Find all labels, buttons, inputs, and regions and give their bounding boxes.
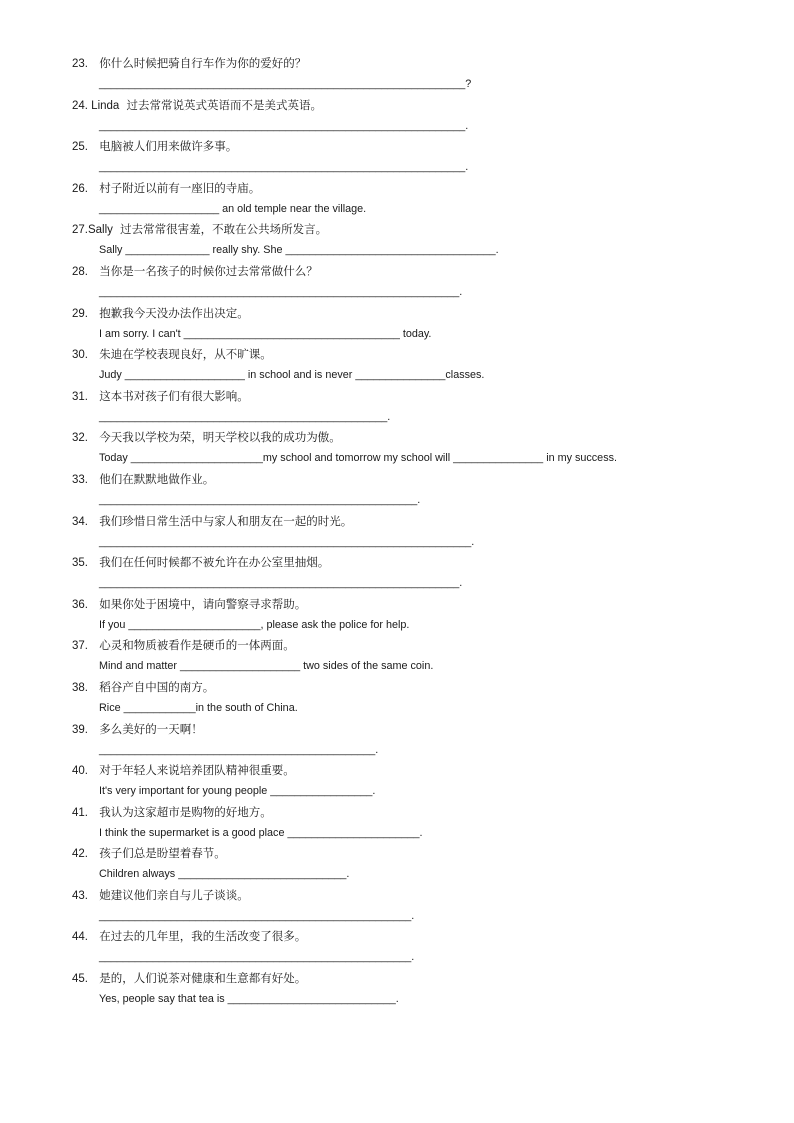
exercise-prompt: 如果你处于困境中，请向警察寻求帮助。 [99, 598, 307, 611]
answer-line[interactable]: I think the supermarket is a good place ______________________. [99, 826, 423, 839]
exercise-prompt: 朱迪在学校表现良好，从不旷课。 [99, 349, 272, 362]
exercise-number: 25. [72, 141, 88, 154]
exercise-number: 41. [72, 806, 88, 819]
exercise-item [0, 304, 794, 346]
exercise-prompt: 村子附近以前有一座旧的寺庙。 [99, 182, 261, 195]
exercise-prompt: 对于年轻人来说培养团队精神很重要。 [99, 765, 295, 778]
answer-line[interactable]: I am sorry. I can't ____________________________________ today. [99, 327, 432, 340]
exercise-prompt: 当你是一名孩子的时候你过去常常做什么？ [99, 265, 318, 278]
exercise-number: 44. [72, 931, 88, 944]
exercise-number: 34. [72, 515, 88, 528]
exercise-question [0, 345, 794, 365]
exercise-item [0, 96, 794, 138]
answer-line[interactable]: ____________________________________________________________. [99, 285, 463, 298]
exercise-prompt: 稻谷产自中国的南方。 [99, 681, 215, 694]
exercise-item [0, 761, 794, 803]
answer-line[interactable]: Judy ____________________ in school and is never _______________classes. [99, 369, 485, 382]
exercise-prompt: 他们在默默地做作业。 [99, 473, 215, 486]
exercise-number: 40. [72, 765, 88, 778]
exercise-prompt: 我认为这家超市是购物的好地方。 [99, 806, 272, 819]
exercise-number: 27.Sally [72, 224, 113, 237]
answer-line[interactable]: ____________________________________________________. [99, 909, 415, 922]
exercise-question [0, 553, 794, 573]
exercise-number: 29. [72, 307, 88, 320]
exercise-question [0, 678, 794, 698]
exercise-item [0, 844, 794, 886]
exercise-number: 39. [72, 723, 88, 736]
exercise-question [0, 512, 794, 532]
answer-line[interactable]: _____________________________________________________________? [99, 78, 472, 90]
exercise-question [0, 428, 794, 448]
exercise-question [0, 761, 794, 781]
exercise-number: 38. [72, 681, 88, 694]
answer-line[interactable]: ____________________ an old temple near the village. [99, 202, 367, 215]
exercise-prompt: 过去常常很害羞，不敢在公共场所发言。 [120, 224, 328, 237]
exercise-question [0, 720, 794, 740]
exercise-item [0, 803, 794, 845]
answer-line[interactable]: If you ______________________, please ask the police for help. [99, 618, 410, 631]
exercise-question [0, 470, 794, 490]
exercise-item [0, 969, 794, 1011]
exercise-question [0, 304, 794, 324]
exercise-prompt: 电脑被人们用来做许多事。 [99, 141, 238, 154]
exercise-question [0, 844, 794, 864]
exercise-prompt: 今天我以学校为荣，明天学校以我的成功为傲。 [99, 432, 341, 445]
exercise-question [0, 137, 794, 157]
exercise-item [0, 345, 794, 387]
exercise-item [0, 595, 794, 637]
exercise-number: 33. [72, 473, 88, 486]
exercise-prompt: 她建议他们亲自与儿子谈谈。 [99, 889, 249, 902]
exercise-item [0, 553, 794, 595]
exercise-prompt: 这本书对孩子们有很大影响。 [99, 390, 249, 403]
exercise-number: 31. [72, 390, 88, 403]
exercise-item [0, 179, 794, 221]
exercise-number: 23. [72, 58, 88, 70]
answer-line[interactable]: ________________________________________________. [99, 410, 391, 423]
answer-line[interactable]: Sally ______________ really shy. She ___________________________________. [99, 244, 499, 257]
exercise-question [0, 927, 794, 947]
answer-line[interactable]: Rice ____________in the south of China. [99, 701, 298, 714]
answer-line[interactable]: ____________________________________________________________. [99, 577, 463, 590]
exercise-question [0, 387, 794, 407]
exercise-prompt: 在过去的几年里，我的生活改变了很多。 [99, 931, 307, 944]
answer-line[interactable]: ______________________________________________. [99, 743, 379, 756]
exercise-prompt: 过去常常说英式英语而不是美式英语。 [126, 99, 323, 112]
exercise-question [0, 96, 794, 116]
exercise-item [0, 720, 794, 762]
exercise-number: 28. [72, 265, 88, 278]
exercise-prompt: 我们在任何时候都不被允许在办公室里抽烟。 [99, 557, 330, 570]
answer-line[interactable]: ______________________________________________________________. [99, 535, 475, 548]
exercise-question [0, 636, 794, 656]
answer-line[interactable]: Mind and matter ____________________ two sides of the same coin. [99, 660, 434, 673]
answer-line[interactable]: _____________________________________________________. [99, 493, 421, 506]
exercise-number: 37. [72, 640, 88, 653]
answer-line[interactable]: ____________________________________________________. [99, 951, 415, 964]
exercise-prompt: 你什么时候把骑自行车作为你的爱好的？ [99, 58, 307, 70]
answer-line[interactable]: _____________________________________________________________. [99, 119, 469, 132]
answer-line[interactable]: _____________________________________________________________. [99, 161, 469, 174]
exercise-item [0, 886, 794, 928]
exercise-item [0, 220, 794, 262]
exercise-question [0, 220, 794, 240]
exercise-question [0, 54, 794, 74]
exercise-number: 36. [72, 598, 88, 611]
exercise-question [0, 969, 794, 989]
exercise-item [0, 387, 794, 429]
exercise-item [0, 262, 794, 304]
exercise-list [0, 54, 794, 1011]
answer-line[interactable]: Yes, people say that tea is ____________________________. [99, 993, 399, 1006]
exercise-question [0, 886, 794, 906]
exercise-prompt: 心灵和物质被看作是硬币的一体两面。 [99, 640, 295, 653]
exercise-number: 32. [72, 432, 88, 445]
exercise-item [0, 512, 794, 554]
answer-line[interactable]: It's very important for young people _________________. [99, 785, 376, 798]
exercise-number: 42. [72, 848, 88, 861]
exercise-number: 24. Linda [72, 99, 120, 112]
exercise-number: 45. [72, 973, 88, 986]
exercise-item [0, 678, 794, 720]
exercise-item [0, 470, 794, 512]
exercise-number: 30. [72, 349, 88, 362]
exercise-number: 35. [72, 557, 88, 570]
answer-line[interactable]: Today ______________________my school and tomorrow my school will _______________ in my success. [99, 452, 617, 465]
answer-line[interactable]: Children always ____________________________. [99, 868, 350, 881]
exercise-prompt: 抱歉我今天没办法作出决定。 [99, 307, 249, 320]
exercise-question [0, 595, 794, 615]
exercise-item [0, 54, 794, 96]
exercise-item [0, 137, 794, 179]
exercise-question [0, 262, 794, 282]
exercise-number: 26. [72, 182, 88, 195]
exercise-item [0, 636, 794, 678]
exercise-question [0, 179, 794, 199]
exercise-item [0, 428, 794, 470]
exercise-prompt: 多么美好的一天啊！ [99, 723, 203, 736]
exercise-prompt: 是的，人们说茶对健康和生意都有好处。 [99, 973, 307, 986]
exercise-prompt: 我们珍惜日常生活中与家人和朋友在一起的时光。 [99, 515, 353, 528]
exercise-prompt: 孩子们总是盼望着春节。 [99, 848, 226, 861]
exercise-number: 43. [72, 889, 88, 902]
exercise-item [0, 927, 794, 969]
exercise-question [0, 803, 794, 823]
